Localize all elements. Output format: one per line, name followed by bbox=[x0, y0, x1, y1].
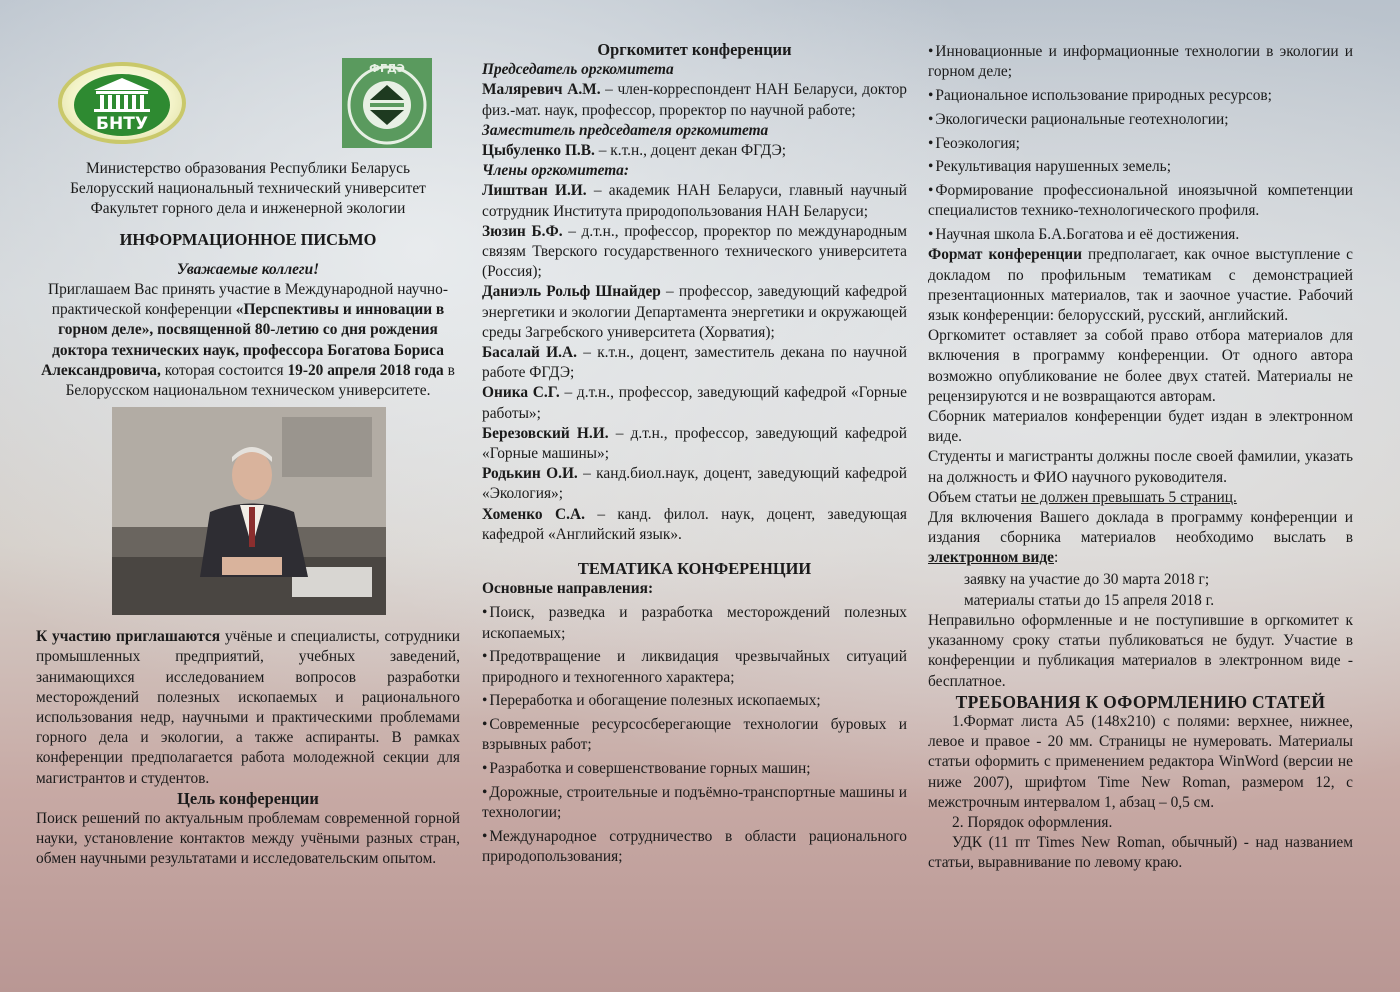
committee-title: Оргкомитет конференции bbox=[597, 40, 792, 59]
conference-name: «Перспективы и инновации в горном деле», посвященной 80-летию со дня рождения доктора технических наук, профессора Богатова Бориса Александровича, bbox=[41, 301, 445, 379]
member-desc: – к.т.н., доцент, заместитель декана по научной работе ФГДЭ; bbox=[482, 344, 907, 382]
topic-item: • Геоэкология; bbox=[928, 134, 1353, 154]
topic-item: • Дорожные, строительные и подъёмно-транспортные машины и технологии; bbox=[482, 783, 907, 823]
directions-label: Основные направления: bbox=[482, 580, 654, 598]
participants-label: К участию приглашаются bbox=[36, 628, 221, 646]
participants-paragraph bbox=[36, 627, 460, 789]
topics-list bbox=[482, 603, 907, 867]
chair-label: Председатель оргкомитета bbox=[482, 61, 674, 79]
building-icon bbox=[74, 74, 170, 114]
send-text: Для включения Вашего доклада в программу конференции и издания сборника материалов необходимо выслать в bbox=[928, 509, 1353, 547]
requirement-3: УДК (11 пт Times New Roman, обычный) - над названием статьи, выравнивание по левому краю. bbox=[928, 834, 1353, 872]
member-entry bbox=[482, 222, 907, 283]
requirement-1: 1.Формат листа А5 (148х210) с полями: верхнее, нижнее, левое и правое - 20 мм. Страницы не нумеровать. Материалы статьи оформить с применением редактора WinWord (версии не ниже 2007), шрифтом Time New Roman, размером 12, с межстрочным интервалом 1, абзац – 0,5 см. bbox=[928, 713, 1353, 811]
deputy-name: Цыбуленко П.В. bbox=[482, 142, 595, 160]
deputy-entry bbox=[482, 141, 907, 161]
goal-title: Цель конференции bbox=[177, 788, 319, 808]
member-entry bbox=[482, 343, 907, 383]
students-note: Студенты и магистранты должны после своей фамилии, указать на должность и ФИО научного руководителя. bbox=[928, 448, 1353, 486]
topic-item: • Предотвращение и ликвидация чрезвычайных ситуаций природного и техногенного характера; bbox=[482, 647, 907, 687]
member-entry bbox=[482, 181, 907, 221]
fgde-logo-text: ФГДЭ bbox=[369, 62, 405, 75]
requirements-title: ТРЕБОВАНИЯ К ОФОРМЛЕНИЮ СТАТЕЙ bbox=[955, 691, 1326, 712]
greeting: Уважаемые коллеги! bbox=[176, 260, 320, 278]
send-format: электронном виде bbox=[928, 549, 1054, 567]
fgde-logo bbox=[342, 58, 432, 148]
topic-item: • Поиск, разведка и разработка месторождений полезных ископаемых; bbox=[482, 603, 907, 643]
member-name: Басалай И.А. bbox=[482, 344, 577, 362]
member-name: Зюзин Б.Ф. bbox=[482, 222, 563, 240]
invite-text: Приглашаем Вас принять участие в Международной научно-практической конференции bbox=[47, 281, 448, 319]
committee-rights: Оргкомитет оставляет за собой право отбора материалов для включения в программу конференции. От одного автора возможно опубликование не более двух статей. Материалы не рецензируются и не возвращаются авторам. bbox=[928, 327, 1353, 405]
member-desc: – д.т.н., профессор, заведующий кафедрой «Горные работы»; bbox=[482, 384, 908, 422]
topic-item: • Рациональное использование природных ресурсов; bbox=[928, 86, 1353, 106]
ministry-line: Министерство образования Республики Беларусь bbox=[85, 160, 411, 177]
bntu-logo bbox=[58, 62, 186, 144]
member-entry bbox=[482, 383, 907, 423]
topic-item: • Современные ресурсосберегающие технологии буровых и взрывных работ; bbox=[482, 715, 907, 755]
column-middle bbox=[482, 40, 907, 871]
column-left bbox=[36, 36, 460, 870]
improper-note: Неправильно оформленные и не поступившие в оргкомитет к указанному сроку статьи публиковаться не будут. Участие в конференции и публикация материалов в электронном виде - бесплатное. bbox=[928, 612, 1353, 690]
chair-desc: – член-корреспондент НАН Беларуси, доктор физ.-мат. наук, профессор, проректор по научной работе; bbox=[482, 81, 907, 119]
send-colon: : bbox=[1053, 549, 1059, 567]
portrait-photo bbox=[112, 407, 386, 615]
topics-list-continued bbox=[928, 42, 1353, 245]
topic-item: • Международное сотрудничество в области рационального природопользования; bbox=[482, 827, 907, 867]
deputy-label: Заместитель председателя оргкомитета bbox=[482, 121, 769, 139]
volume-note bbox=[928, 488, 1353, 508]
member-desc: – д.т.н., профессор, заведующий кафедрой «Горные машины»; bbox=[482, 424, 907, 463]
member-entry bbox=[482, 464, 907, 504]
member-name: Оника С.Г. bbox=[482, 384, 560, 402]
requirement-2: 2. Порядок оформления. bbox=[952, 814, 1113, 832]
member-name: Хоменко С.А. bbox=[482, 505, 585, 523]
member-name: Лиштван И.И. bbox=[482, 182, 587, 200]
member-entry bbox=[482, 282, 907, 343]
member-desc: – д.т.н., профессор, проректор по международным связям Тверского государственного технического университета (Россия); bbox=[482, 222, 908, 281]
topic-item: • Формирование профессиональной иноязычной компетенции специалистов технико-технологического профиля. bbox=[928, 181, 1353, 221]
member-desc: – канд.биол.наук, доцент, заведующий кафедрой «Экология»; bbox=[482, 465, 907, 503]
member-name: Родькин О.И. bbox=[482, 465, 578, 483]
format-paragraph bbox=[928, 245, 1353, 326]
conference-date: 19-20 апреля 2018 года bbox=[287, 361, 444, 379]
format-label: Формат конференции bbox=[928, 246, 1083, 264]
bntu-logo-emblem bbox=[74, 74, 170, 136]
topic-item: • Научная школа Б.А.Богатова и её достижения. bbox=[928, 225, 1353, 245]
topics-title: ТЕМАТИКА КОНФЕРЕНЦИИ bbox=[577, 559, 812, 579]
member-name: Березовский Н.И. bbox=[482, 424, 609, 442]
topic-item: • Разработка и совершенствование горных машин; bbox=[482, 759, 907, 779]
invitation-paragraph bbox=[36, 280, 460, 401]
member-desc: – академик НАН Беларуси, главный научный сотрудник Института природопользования НАН Беларуси; bbox=[482, 182, 908, 220]
topic-item: • Инновационные и информационные технологии в экологии и горном деле; bbox=[928, 42, 1353, 82]
chair-entry bbox=[482, 80, 907, 120]
volume-text: Объем статьи bbox=[928, 488, 1021, 506]
send-note bbox=[928, 508, 1353, 569]
invite-text: которая состоится bbox=[160, 361, 288, 379]
topic-item: • Переработка и обогащение полезных ископаемых; bbox=[482, 691, 907, 711]
bntu-logo-text: БНТУ bbox=[96, 114, 148, 134]
chair-name: Маляревич А.М. bbox=[482, 81, 601, 99]
member-desc: – профессор, заведующий кафедрой энергетики и экологии Департамента энергетики и окружающей среды Загребского университета (Хорватия); bbox=[482, 283, 907, 341]
volume-limit: не должен превышать 5 страниц. bbox=[1020, 488, 1237, 506]
portrait-illustration bbox=[112, 407, 386, 615]
goal-text: Поиск решений по актуальным проблемам современной горной науки, установление контактов между учёными разных стран, обмен научными результатами и исследовательским опытом. bbox=[36, 810, 460, 868]
participants-text: учёные и специалисты, сотрудники промышленных предприятий, учебных заведений, занимающихся исследованием вопросов разработки месторождений полезных ископаемых и рационального использования недр, научными и практическими проблемами горного дела и экологии, а также аспиранты. В рамках конференции предполагается работа молодежной секции для магистрантов и студентов. bbox=[36, 628, 460, 787]
format-text: предполагает, как очное выступление с докладом по профильным тематикам с демонстрацией презентационных материалов, так и заочное участие. Рабочий язык конференции: белорусский, русский, английский. bbox=[928, 246, 1353, 324]
letter-title: ИНФОРМАЦИОННОЕ ПИСЬМО bbox=[119, 229, 377, 249]
topic-item: • Экологически рациональные геотехнологии; bbox=[928, 110, 1353, 130]
faculty-line: Факультет горного дела и инженерной экологии bbox=[90, 200, 406, 218]
deadline-materials: материалы статьи до 15 апреля 2018 г. bbox=[964, 591, 1215, 609]
invite-text: в Белорусском национальном техническом университете. bbox=[65, 361, 455, 400]
logos-row bbox=[36, 36, 460, 154]
member-entry bbox=[482, 505, 907, 545]
proceedings-note: Сборник материалов конференции будет издан в электронном виде. bbox=[928, 408, 1353, 446]
deadline-application: заявку на участие до 30 марта 2018 г; bbox=[964, 570, 1210, 588]
deputy-desc: – к.т.н., доцент декан ФГДЭ; bbox=[594, 142, 787, 160]
university-line: Белорусский национальный технический университет bbox=[70, 180, 426, 198]
column-right bbox=[928, 42, 1353, 874]
member-name: Даниэль Рольф Шнайдер bbox=[482, 283, 661, 301]
members-label: Члены оргкомитета: bbox=[482, 162, 629, 180]
member-desc: – канд. филол. наук, доцент, заведующая кафедрой «Английский язык». bbox=[482, 505, 908, 543]
topic-item: • Рекультивация нарушенных земель; bbox=[928, 157, 1353, 177]
member-entry bbox=[482, 424, 907, 464]
